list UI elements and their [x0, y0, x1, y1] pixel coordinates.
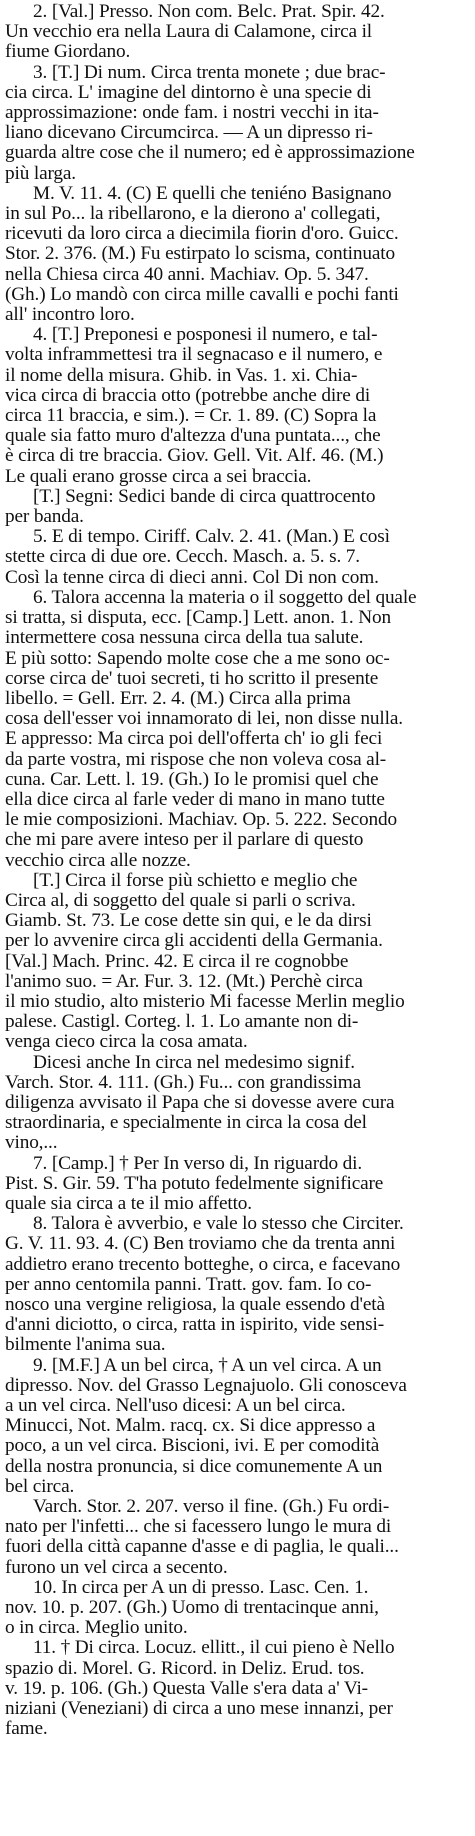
text-line: addietro erano trecento botteghe, o circa, e facevano	[5, 1254, 401, 1275]
text-line: Minucci, Not. Malm. racq. cx. Si dice appresso a	[5, 1416, 376, 1437]
text-line: Un vecchio era nella Laura di Calamone, circa il	[5, 22, 372, 43]
text-line: cuna. Car. Lett. l. 19. (Gh.) Io le promisi quel che	[5, 769, 379, 790]
text-line: fame.	[5, 1719, 48, 1740]
entry-paragraph	[5, 1638, 469, 1739]
text-line: v. 19. p. 106. (Gh.) Questa Valle s'era data a' Vi-	[5, 1678, 368, 1699]
entry-paragraph	[5, 588, 469, 871]
text-line: l'animo suo. = Ar. Fur. 3. 12. (Mt.) Perchè circa	[5, 971, 363, 992]
entry-paragraph	[5, 1214, 469, 1355]
text-line: libello. = Gell. Err. 2. 4. (M.) Circa alla prima	[5, 688, 351, 709]
text-line: Pist. S. Gir. 59. T'ha potuto fedelmente significare	[5, 1173, 384, 1194]
text-line: volta inframmettesi tra il segnacaso e il numero, e	[5, 345, 383, 366]
text-line: straordinaria, e specialmente in circa la cosa del	[5, 1113, 367, 1134]
text-line: più larga.	[5, 163, 76, 184]
text-line: fiume Giordano.	[5, 42, 131, 63]
text-line: [T.] Segni: Sedici bande di circa quattrocento	[33, 486, 376, 507]
text-line: bel circa.	[5, 1476, 75, 1497]
text-line: per anno centomila panni. Tratt. gov. fam. Io co-	[5, 1274, 372, 1295]
text-line: Varch. Stor. 4. 111. (Gh.) Fu... con grandissima	[5, 1072, 362, 1093]
text-line: che mi pare avere inteso per il parlare di questo	[5, 830, 364, 851]
text-line: Stor. 2. 376. (M.) Fu estirpato lo scisma, continuato	[5, 244, 395, 265]
entry-paragraph	[5, 2, 469, 63]
text-line: dipresso. Nov. del Grasso Legnajuolo. Gli conosceva	[5, 1375, 407, 1396]
text-line: Dicesi anche In circa nel medesimo signif.	[33, 1052, 355, 1073]
text-line: bilmente l'anima sua.	[5, 1335, 166, 1356]
text-line: [T.] Circa il forse più schietto e meglio che	[33, 870, 358, 891]
text-line: a un vel circa. Nell'uso dicesi: A un bel circa.	[5, 1396, 346, 1417]
text-line: 4. [T.] Preponesi e posponesi il numero, e tal-	[33, 325, 378, 346]
text-line: liano dicevano Circumcirca. — A un dipresso ri-	[5, 123, 373, 144]
text-line: spazio di. Morel. G. Ricord. in Deliz. Erud. tos.	[5, 1658, 365, 1679]
entry-paragraph	[5, 63, 469, 184]
text-line: nella Chiesa circa 40 anni. Machiav. Op. 5. 347.	[5, 264, 369, 285]
entry-paragraph	[5, 325, 469, 487]
text-line: approssimazione: onde fam. i nostri vecchi in ita-	[5, 103, 379, 124]
entry-paragraph	[5, 1154, 469, 1215]
text-line: corse circa de' tuoi secreti, ti ho scritto il presente	[5, 668, 379, 689]
text-line: poco, a un vel circa. Biscioni, ivi. E per comodità	[5, 1436, 380, 1457]
text-line: Le quali erano grosse circa a sei braccia.	[5, 466, 312, 487]
text-line: vino,...	[5, 1133, 58, 1154]
text-line: nato per l'infetti... che si facessero lungo le mura di	[5, 1517, 392, 1538]
text-line: M. V. 11. 4. (C) E quelli che teniéno Basignano	[33, 183, 392, 204]
text-line: 8. Talora è avverbio, e vale lo stesso che Circiter.	[33, 1214, 404, 1235]
text-line: Varch. Stor. 2. 207. verso il fine. (Gh.) Fu ordi-	[33, 1497, 390, 1518]
text-line: della nostra pronuncia, si dice comunemente A un	[5, 1456, 383, 1477]
text-line: ricevuti da loro circa a diecimila fiorin d'oro. Guicc.	[5, 224, 399, 245]
text-line: 3. [T.] Di num. Circa trenta monete ; due brac-	[33, 62, 386, 83]
text-line: [Val.] Mach. Princ. 42. E circa il re cognobbe	[5, 951, 349, 972]
entry-paragraph	[5, 184, 469, 325]
text-line: Giamb. St. 73. Le cose dette sin qui, e le da dirsi	[5, 911, 372, 932]
text-line: Circa al, di soggetto del quale si parli o scriva.	[5, 890, 356, 911]
entry-paragraph	[5, 1497, 469, 1578]
text-line: il nome della misura. Ghib. in Vas. 1. xi. Chia-	[5, 365, 358, 386]
text-line: niziani (Veneziani) di circa a uno mese innanzi, per	[5, 1699, 393, 1720]
text-line: guarda altre cose che il numero; ed è approssimazione	[5, 143, 415, 164]
text-line: circa 11 braccia, e sim.). = Cr. 1. 89. (C) Sopra la	[5, 406, 377, 427]
text-line: 6. Talora accenna la materia o il soggetto del quale	[33, 587, 417, 608]
text-line: nosco una vergine religiosa, la quale essendo d'età	[5, 1295, 385, 1315]
text-line: G. V. 11. 93. 4. (C) Ben troviamo che da trenta anni	[5, 1234, 396, 1255]
text-line: si tratta, si disputa, ecc. [Camp.] Lett. anon. 1. Non	[5, 608, 391, 629]
text-line: diligenza avvisato il Papa che si dovesse avere cura	[5, 1092, 395, 1113]
text-line: vica circa di braccia otto (potrebbe anche dire di	[5, 385, 371, 406]
text-line: furono un vel circa a secento.	[5, 1557, 228, 1578]
text-line: il mio studio, alto misterio Mi facesse Merlin meglio	[5, 991, 405, 1012]
text-line: per lo avvenire circa gli accidenti della Germania.	[5, 931, 383, 952]
text-line: 7. [Camp.] † Per In verso di, In riguardo di.	[33, 1153, 362, 1174]
text-line: cia circa. L' imagine del dintorno è una specie di	[5, 82, 372, 103]
entry-paragraph	[5, 1356, 469, 1497]
text-line: cosa dell'esser voi innamorato di lei, non disse nulla.	[5, 709, 403, 730]
text-line: 5. E di tempo. Ciriff. Calv. 2. 41. (Man.) E così	[33, 527, 390, 548]
text-line: 2. [Val.] Presso. Non com. Belc. Prat. Spir. 42.	[33, 2, 385, 22]
text-line: da parte vostra, mi rispose che non voleva cosa al-	[5, 749, 387, 770]
text-line: è circa di tre braccia. Giov. Gell. Vit. Alf. 46. (M.)	[5, 446, 384, 467]
text-line: le mie composizioni. Machiav. Op. 5. 222. Secondo	[5, 810, 397, 831]
entry-paragraph	[5, 1578, 469, 1639]
text-line: in sul Po... la ribellarono, e la dierono a' collegati,	[5, 204, 381, 225]
text-line: stette circa di due ore. Cecch. Masch. a. 5. s. 7.	[5, 547, 360, 568]
text-line: palese. Castigl. Corteg. l. 1. Lo amante non di-	[5, 1012, 359, 1033]
text-line: (Gh.) Lo mandò con circa mille cavalli e pochi fanti	[5, 284, 399, 305]
text-line: E appresso: Ma circa poi dell'offerta ch' io gli feci	[5, 729, 383, 750]
text-line: per banda.	[5, 507, 84, 528]
text-line: vecchio circa alle nozze.	[5, 850, 191, 871]
entry-paragraph	[5, 871, 469, 1053]
text-line: o in circa. Meglio unito.	[5, 1618, 188, 1639]
entry-paragraph	[5, 527, 469, 588]
text-line: all' incontro loro.	[5, 305, 135, 326]
text-line: intermettere cosa nessuna circa della tua salute.	[5, 628, 364, 649]
text-line: E più sotto: Sapendo molte cose che a me sono oc-	[5, 648, 390, 669]
text-line: 10. In circa per A un di presso. Lasc. Cen. 1.	[33, 1577, 369, 1598]
text-line: 11. † Di circa. Locuz. ellitt., il cui pieno è Nello	[33, 1638, 395, 1659]
text-line: Così la tenne circa di dieci anni. Col Di non com.	[5, 567, 379, 588]
text-line: venga cieco circa la cosa amata.	[5, 1032, 248, 1053]
text-line: quale sia circa a te il mio affetto.	[5, 1193, 252, 1214]
text-line: d'anni diciotto, o circa, ratta in ispirito, vide sensi-	[5, 1315, 384, 1336]
entry-paragraph	[5, 1053, 469, 1154]
text-line: quale sia fatto muro d'altezza d'una puntata..., che	[5, 426, 381, 447]
entry-paragraph	[5, 487, 469, 527]
text-line: ella dice circa al farle veder di mano in mano tutte	[5, 789, 385, 810]
text-line: 9. [M.F.] A un bel circa, † A un vel circa. A un	[33, 1355, 382, 1376]
text-line: fuori della città capanne d'asse e di paglia, le quali...	[5, 1537, 399, 1558]
text-line: nov. 10. p. 207. (Gh.) Uomo di trentacinque anni,	[5, 1598, 379, 1619]
